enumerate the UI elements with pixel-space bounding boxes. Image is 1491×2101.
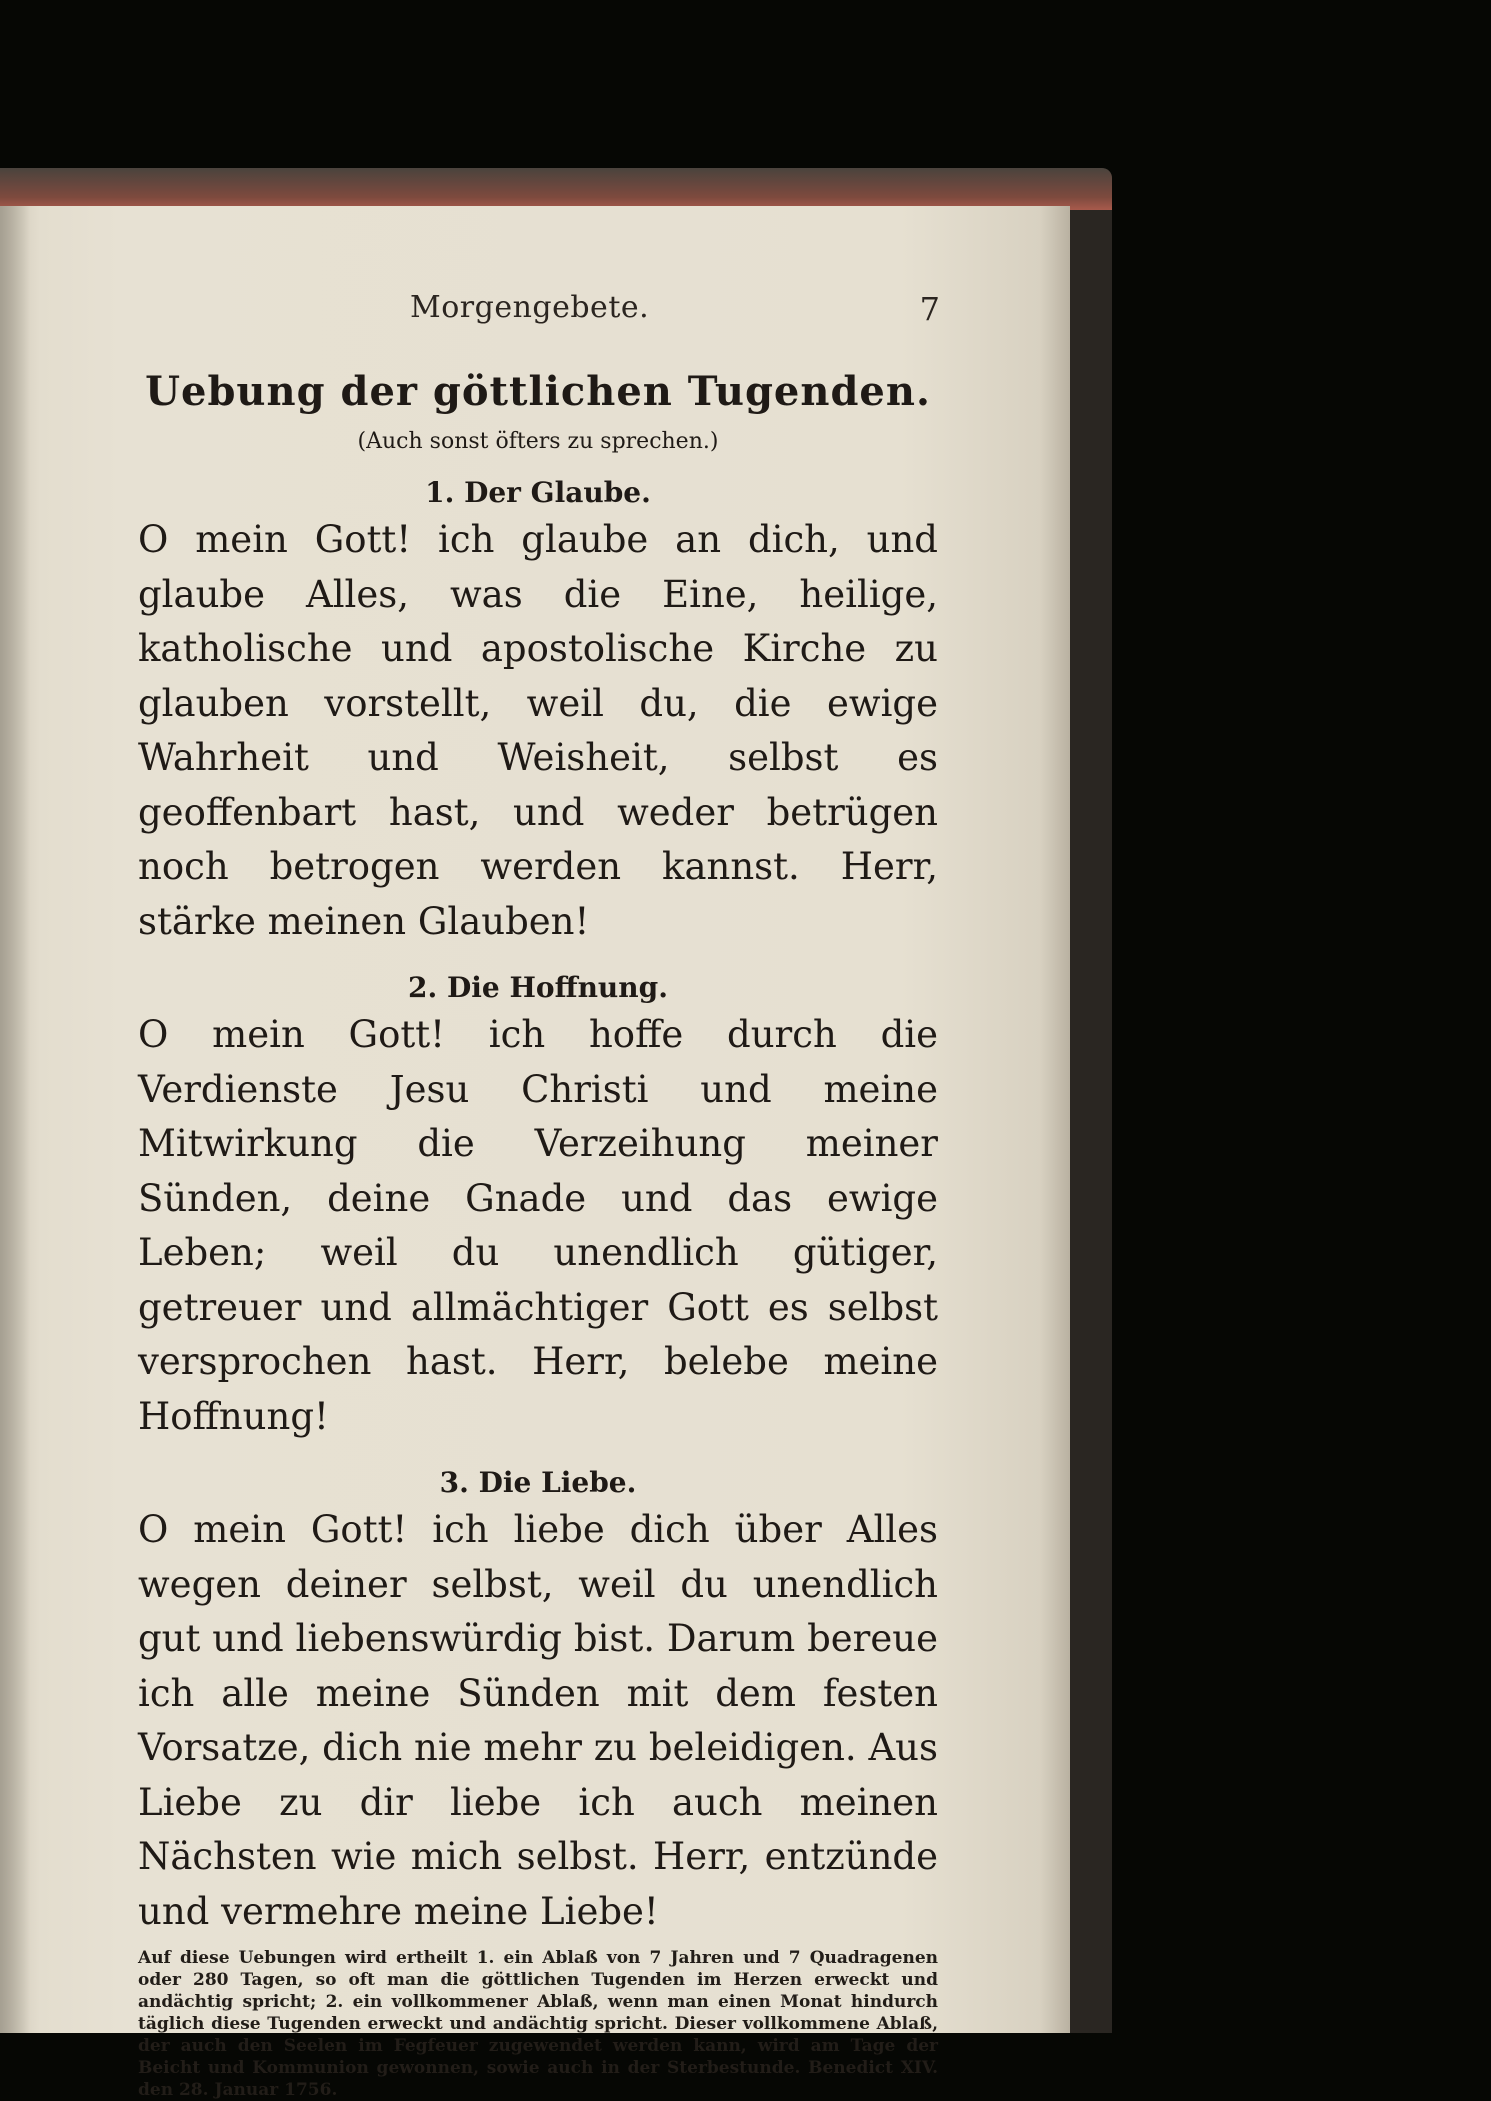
book-edge	[0, 168, 1112, 210]
page-heading: Uebung der göttlichen Tugenden.	[145, 368, 931, 415]
page-subheading: (Auch sonst öfters zu sprechen.)	[357, 429, 719, 454]
section-text-hope: O mein Gott! ich hoffe durch die Verdienste Jesu Christi und meine Mitwirkung die Verzeihung meiner Sünden, deine Gnade und das ewige Leben; weil du unendlich gütiger, getreuer und allmächtiger Gott es selbst versprochen hast. Herr, belebe meine Hoffnung!	[138, 1013, 938, 1438]
section-text-love: O mein Gott! ich liebe dich über Alles wegen deiner selbst, weil du unendlich gut und liebenswürdig bist. Darum bereue ich alle meine Sünden mit dem festen Vorsatze, dich nie mehr zu beleidigen. Aus Liebe zu dir liebe ich auch meinen Nächsten wie mich selbst. Herr, entzünde und vermehre meine Liebe!	[138, 1508, 938, 1933]
running-title: Morgengebete.	[410, 290, 650, 325]
footnote: Auf diese Uebungen wird ertheilt 1. ein Ablaß von 7 Jahren und 7 Quadragenen oder 280 Tagen, so oft man die göttlichen Tugenden im Herzen erweckt und andächtig spricht; 2. ein vollkommener Ablaß, wenn man einen Monat hindurch täglich diese Tugenden erweckt und andächtig spricht. Dieser vollkommene Ablaß, der auch den Seelen im Fegfeuer zugewendet werden kann, wird am Tage der Beicht und Kommunion gewonnen, sowie auch in der Sterbestunde. Benedict XIV. den 28. Januar 1756.	[138, 1948, 938, 2100]
section-title-love: 3. Die Liebe.	[439, 1466, 637, 1499]
section-text-faith: O mein Gott! ich glaube an dich, und glaube Alles, was die Eine, heilige, katholische und apostolische Kirche zu glauben vorstellt, weil du, die ewige Wahrheit und Weisheit, selbst es geoffenbart hast, und weder betrügen noch betrogen werden kannst. Herr, stärke meinen Glauben!	[138, 518, 938, 943]
page-text	[138, 360, 938, 2101]
page-number: 7	[919, 290, 940, 328]
page-gutter-shadow	[0, 206, 30, 2033]
section-title-hope: 2. Die Hoffnung.	[408, 971, 668, 1004]
running-head	[130, 290, 940, 340]
section-title-faith: 1. Der Glaube.	[425, 476, 651, 509]
